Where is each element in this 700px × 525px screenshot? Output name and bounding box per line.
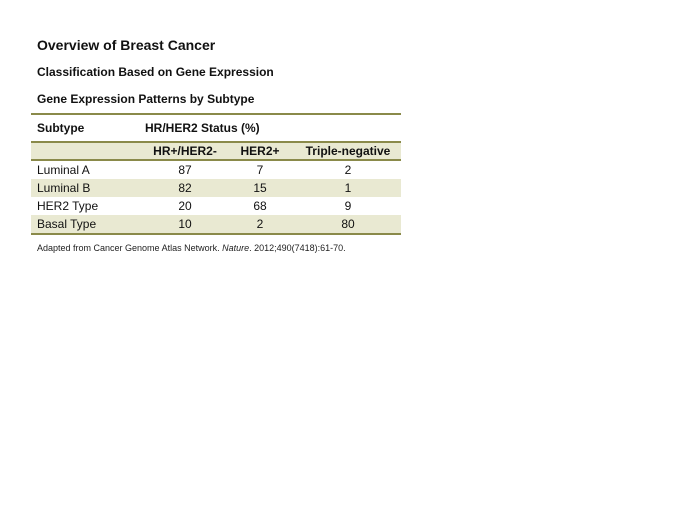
row-subtype: HER2 Type xyxy=(37,199,99,213)
slide-title: Overview of Breast Cancer xyxy=(37,37,216,53)
source-citation xyxy=(37,243,346,253)
cell-her2-pos: 2 xyxy=(225,215,295,234)
table-header-row xyxy=(31,114,401,142)
header-hr-pos-her2-neg: HR+/HER2- xyxy=(145,142,225,160)
cell-triple-negative: 9 xyxy=(344,199,352,213)
row-subtype: Luminal B xyxy=(37,181,91,195)
header-her2-pos: HER2+ xyxy=(225,142,295,160)
table-caption: Gene Expression Patterns by Subtype xyxy=(37,92,255,106)
cell-hr-pos: 10 xyxy=(145,215,225,234)
subtype-table xyxy=(31,113,401,235)
table-row xyxy=(31,197,401,215)
table-row xyxy=(31,179,401,197)
cell-triple-negative: 1 xyxy=(344,181,352,195)
header-blank xyxy=(31,142,145,160)
citation-suffix: . 2012;490(7418):61-70. xyxy=(249,243,346,253)
cell-triple-negative: 2 xyxy=(344,163,352,177)
slide-subtitle: Classification Based on Gene Expression xyxy=(37,65,274,79)
header-subtype: Subtype xyxy=(31,114,145,142)
cell-her2-pos: 15 xyxy=(253,181,267,195)
cell-hr-pos: 82 xyxy=(178,181,192,195)
cell-triple-negative: 80 xyxy=(295,215,401,234)
cell-her2-pos: 7 xyxy=(256,163,264,177)
header-status-group: HR/HER2 Status (%) xyxy=(145,114,401,142)
table-subheader-row xyxy=(31,142,401,160)
cell-hr-pos: 87 xyxy=(178,163,192,177)
cell-her2-pos: 68 xyxy=(253,199,267,213)
row-subtype: Basal Type xyxy=(31,215,145,234)
cell-hr-pos: 20 xyxy=(178,199,192,213)
table-row xyxy=(31,215,401,234)
header-triple-negative: Triple-negative xyxy=(295,142,401,160)
citation-prefix: Adapted from Cancer Genome Atlas Network. xyxy=(37,243,223,253)
row-subtype: Luminal A xyxy=(37,163,90,177)
citation-journal: Nature xyxy=(222,243,250,253)
table-row xyxy=(31,160,401,179)
